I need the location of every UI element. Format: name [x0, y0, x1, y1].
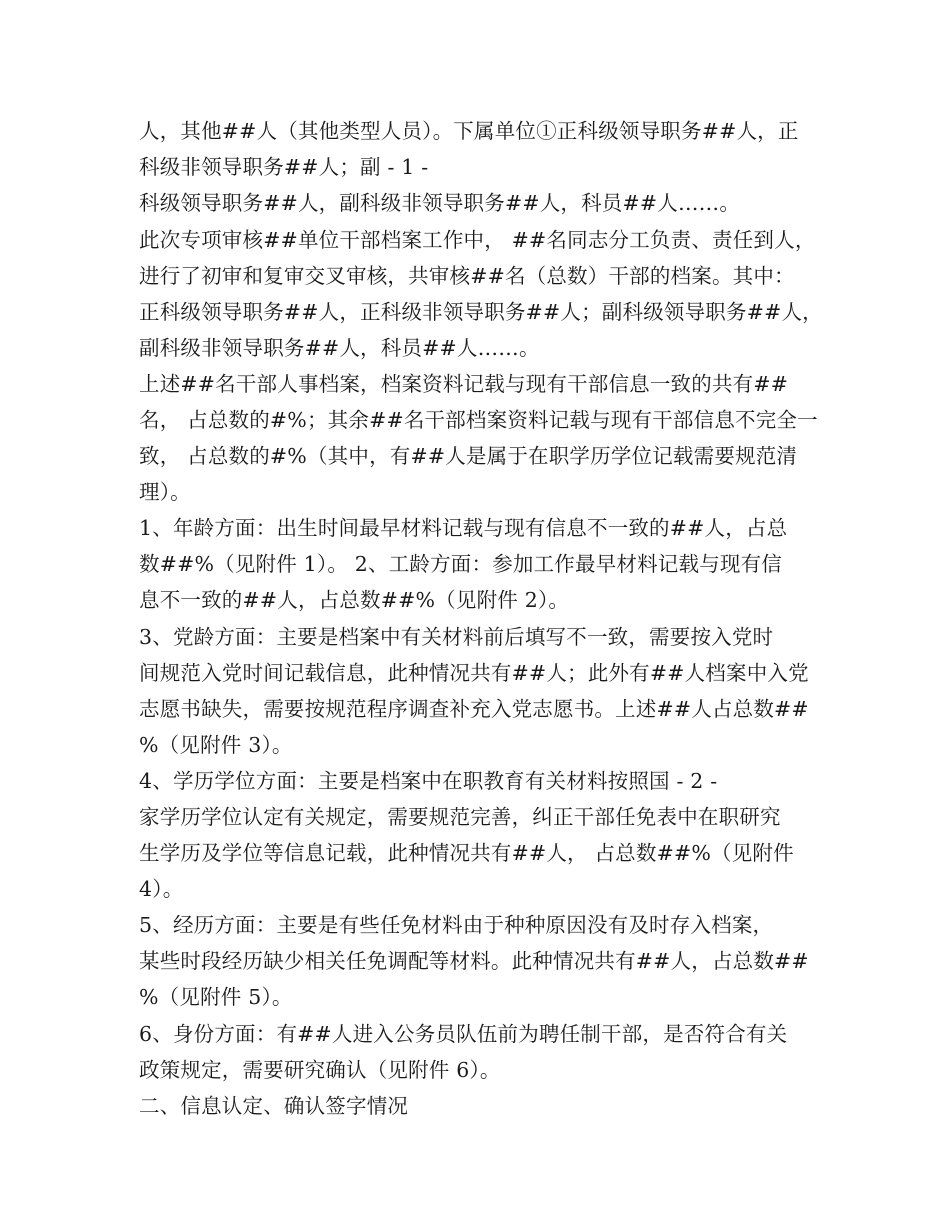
text-line: 1、年龄方面：出生时间最早材料记载与现有信息不一致的##人，占总 [139, 516, 788, 540]
text-line: 致， 占总数的#%（其中，有##人是属于在职学历学位记载需要规范清 [139, 444, 798, 468]
text-line: 家学历学位认定有关规定，需要规范完善，纠正干部任免表中在职研究 [139, 805, 781, 829]
text-line: 4）。 [139, 877, 184, 901]
text-line: 某些时段经历缺少相关任免调配等材料。此种情况共有##人，占总数## [139, 949, 809, 973]
text-line: 3、党龄方面：主要是档案中有关材料前后填写不一致，需要按入党时 [139, 625, 774, 649]
text-line: 二、信息认定、确认签字情况 [139, 1094, 409, 1118]
text-line: 理）。 [139, 480, 191, 504]
text-line: 上述##名干部人事档案，档案资料记载与现有干部信息一致的共有## [139, 372, 789, 396]
text-line: 志愿书缺失，需要按规范程序调查补充入党志愿书。上述##人占总数## [139, 697, 809, 721]
text-line: 名， 占总数的#%；其余##名干部档案资料记载与现有干部信息不完全一 [139, 408, 818, 432]
text-line: 间规范入党时间记载信息，此种情况共有##人；此外有##人档案中入党 [139, 661, 809, 685]
text-line: 6、身份方面：有##人进入公务员队伍前为聘任制干部，是否符合有关 [139, 1022, 788, 1046]
text-line: 生学历及学位等信息记载，此种情况共有##人， 占总数##%（见附件 [139, 841, 794, 865]
text-line: 科级非领导职务##人；副 - 1 - [139, 155, 429, 179]
text-line: 息不一致的##人，占总数##%（见附件 2）。 [139, 588, 570, 612]
text-line: 进行了初审和复审交叉审核，共审核##名（总数）干部的档案。其中： [139, 264, 795, 288]
text-line: 此次专项审核##单位干部档案工作中， ##名同志分工负责、责任到人， [139, 228, 816, 252]
text-line: 5、经历方面：主要是有些任免材料由于种种原因没有及时存入档案， [139, 913, 774, 937]
text-line: 正科级领导职务##人，正科级非领导职务##人；副科级领导职务##人， [139, 300, 823, 324]
text-line: %（见附件 5）。 [139, 985, 293, 1009]
text-line: 人，其他##人（其他类型人员）。下属单位①正科级领导职务##人，正 [139, 119, 799, 143]
text-line: 科级领导职务##人，副科级非领导职务##人，科员##人……。 [139, 191, 741, 215]
text-line: 数##%（见附件 1）。 2、工龄方面：参加工作最早材料记载与现有信 [139, 552, 782, 576]
text-line: 副科级非领导职务##人，科员##人……。 [139, 336, 540, 360]
text-line: 4、学历学位方面：主要是档案中在职教育有关材料按照国 - 2 - [139, 769, 718, 793]
text-line: %（见附件 3）。 [139, 733, 293, 757]
text-line: 政策规定，需要研究确认（见附件 6）。 [139, 1058, 501, 1082]
